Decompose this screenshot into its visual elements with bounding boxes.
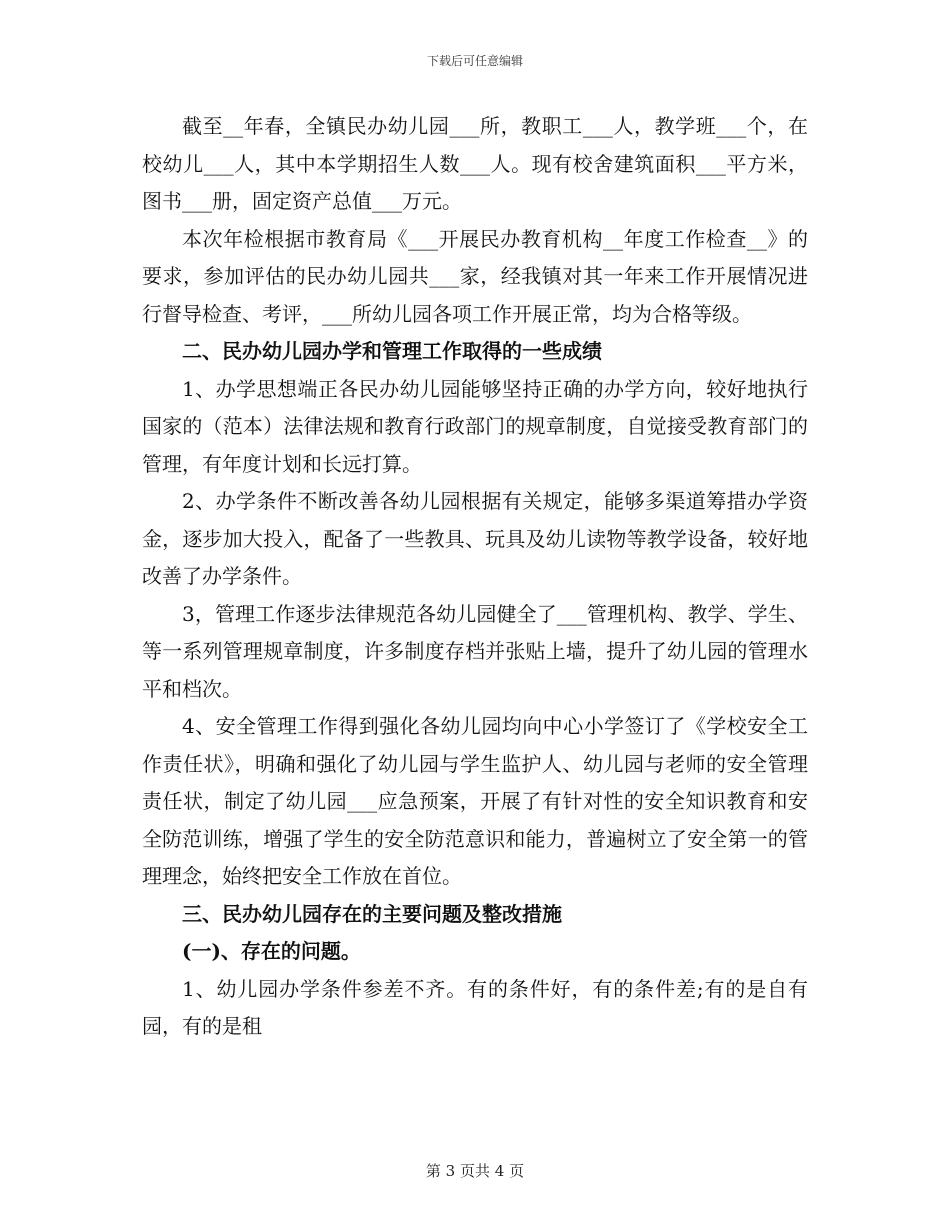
paragraph-inspection-result: 本次年检根据市教育局《___开展民办教育机构__年度工作检查__》的要求，参加评估的民办幼儿园共___家，经我镇对其一年来工作开展情况进行督导检查、考评，___所幼儿园各项工作开展正常，均为合格等级。 bbox=[142, 226, 808, 326]
paragraph-enrollment-stats: 截至__年春，全镇民办幼儿园___所，教职工___人，教学班___个，在校幼儿___人，其中本学期招生人数___人。现有校舍建筑面积___平方米，图书___册，固定资产总值___万元。 bbox=[142, 114, 808, 213]
document-body bbox=[142, 108, 808, 1046]
section-heading-achievements: 二、民办幼儿园办学和管理工作取得的一些成绩 bbox=[182, 339, 602, 363]
section-heading-problems: 三、民办幼儿园存在的主要问题及整改措施 bbox=[182, 901, 562, 926]
subsection-heading-existing-problems: (一)、存在的问题。 bbox=[182, 939, 361, 963]
paragraph-achievement-2: 2、办学条件不断改善各幼儿园根据有关规定，能够多渠道筹措办学资金，逐步加大投入，配备了一些教具、玩具及幼儿读物等教学设备，较好地改善了办学条件。 bbox=[142, 489, 808, 588]
page-footer: 第 3 页共 4 页 bbox=[425, 1162, 525, 1180]
paragraph-problem-1: 1、幼儿园办学条件参差不齐。有的条件好，有的条件差;有的是自有园，有的是租 bbox=[142, 976, 808, 1038]
paragraph-achievement-3: 3，管理工作逐步法律规范各幼儿园健全了___管理机构、教学、学生、等一系列管理规章制度，许多制度存档并张贴上墙，提升了幼儿园的管理水平和档次。 bbox=[142, 601, 808, 701]
page-header: 下载后可任意编辑 bbox=[426, 54, 523, 68]
paragraph-achievement-1: 1、办学思想端正各民办幼儿园能够坚持正确的办学方向，较好地执行国家的（范本）法律法规和教育行政部门的规章制度，自觉接受教育部门的管理，有年度计划和长远打算。 bbox=[142, 376, 808, 476]
paragraph-achievement-4: 4、安全管理工作得到强化各幼儿园均向中心小学签订了《学校安全工作责任状》，明确和强化了幼儿园与学生监护人、幼儿园与老师的安全管理责任状，制定了幼儿园___应急预案，开展了有针对性的安全知识教育和安全防范训练，增强了学生的安全防范意识和能力，普遍树立了安全第一的管理理念，始终把安全工作放在首位。 bbox=[142, 714, 808, 888]
